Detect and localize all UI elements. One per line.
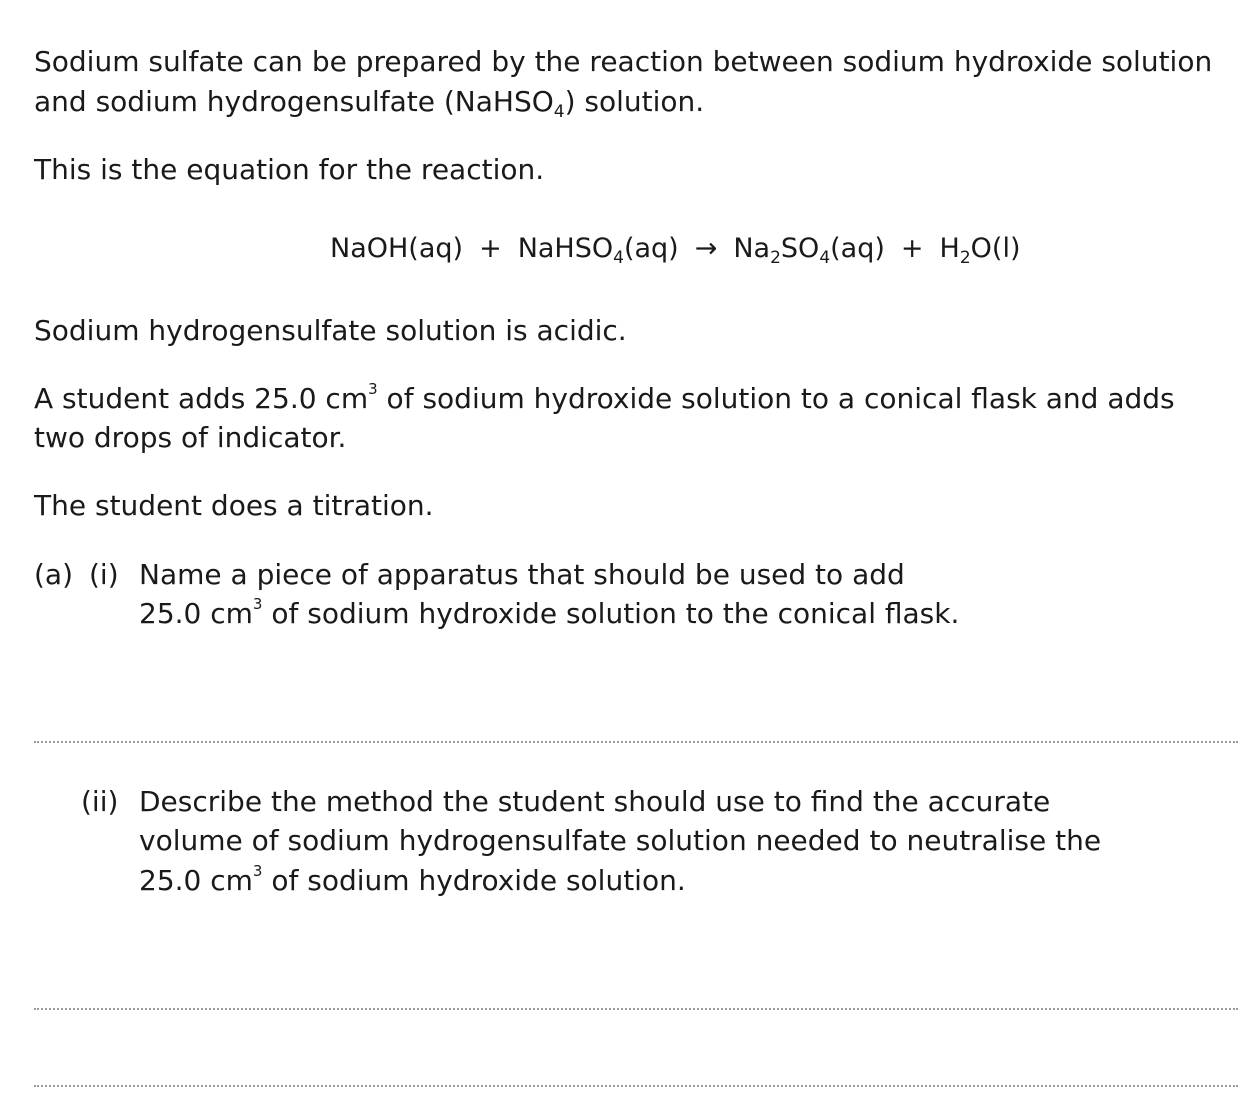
- student-line-1-end: of sodium hydroxide solution to a conical flask and adds: [377, 382, 1175, 415]
- answer-line-a-ii-2[interactable]: [34, 1085, 1238, 1087]
- question-a-ii-line-3: [139, 861, 686, 901]
- student-line-2: two drops of indicator.: [34, 421, 347, 454]
- product-water: [939, 233, 1021, 268]
- product-water-subscript: 2: [959, 248, 971, 268]
- product-water-rest: O(l): [970, 233, 1021, 264]
- part-a-ii-label: (ii): [81, 785, 119, 818]
- reactant-nahso4-formula: NaHSO: [517, 233, 614, 264]
- question-a-i-line-2-end: of sodium hydroxide solution to the conical flask.: [262, 597, 960, 630]
- acidic-statement: Sodium hydrogensulfate solution is acidic.: [34, 314, 627, 347]
- part-a-label: (a): [34, 558, 74, 591]
- question-a-ii-line-3-end: of sodium hydroxide solution.: [262, 864, 686, 897]
- titration-statement: The student does a titration.: [34, 489, 434, 522]
- student-superscript: 3: [368, 380, 378, 398]
- reaction-arrow: →: [694, 233, 718, 264]
- intro-line-1: Sodium sulfate can be prepared by the reaction between sodium hydroxide solution: [34, 45, 1213, 78]
- product-na2so4-subscript-1: 2: [770, 248, 781, 268]
- product-na2so4-state: (aq): [830, 233, 885, 264]
- intro-subscript: 4: [553, 102, 565, 122]
- reactant-naoh: NaOH(aq): [330, 233, 464, 264]
- equation-intro: This is the equation for the reaction.: [34, 153, 545, 186]
- reactant-nahso4-subscript: 4: [613, 248, 624, 268]
- question-a-ii-superscript: 3: [252, 862, 263, 880]
- reactant-nahso4: [517, 233, 679, 268]
- intro-line-2: [34, 82, 704, 122]
- question-a-ii-line-2: volume of sodium hydrogensulfate solution needed to neutralise the: [139, 824, 1102, 857]
- product-na2so4: [733, 233, 885, 268]
- answer-line-a-i[interactable]: [34, 741, 1238, 743]
- answer-line-a-ii-1[interactable]: [34, 1008, 1238, 1010]
- plus-sign-2: +: [900, 233, 924, 264]
- question-a-i-line-1: Name a piece of apparatus that should be used to add: [139, 558, 905, 591]
- question-a-ii-volume: 25.0 cm: [139, 864, 253, 897]
- intro-line-2-text: and sodium hydrogensulfate (NaHSO: [34, 85, 554, 118]
- product-water-h: H: [939, 233, 960, 264]
- chemical-equation: [330, 229, 1021, 269]
- question-a-i-superscript: 3: [252, 595, 263, 613]
- question-a-ii-line-1: Describe the method the student should use to find the accurate: [139, 785, 1051, 818]
- student-line-1-start: A student adds 25.0 cm: [34, 382, 369, 415]
- question-a-i-line-2: [139, 594, 959, 634]
- reactant-nahso4-state: (aq): [623, 233, 679, 264]
- product-na2so4-so: SO: [780, 233, 820, 264]
- intro-line-2-end: ) solution.: [564, 85, 705, 118]
- product-na2so4-na: Na: [733, 233, 771, 264]
- question-a-i-volume: 25.0 cm: [139, 597, 253, 630]
- part-a-i-label: (i): [89, 558, 119, 591]
- student-line-1: [34, 379, 1175, 419]
- product-na2so4-subscript-2: 4: [819, 248, 831, 268]
- plus-sign-1: +: [479, 233, 502, 264]
